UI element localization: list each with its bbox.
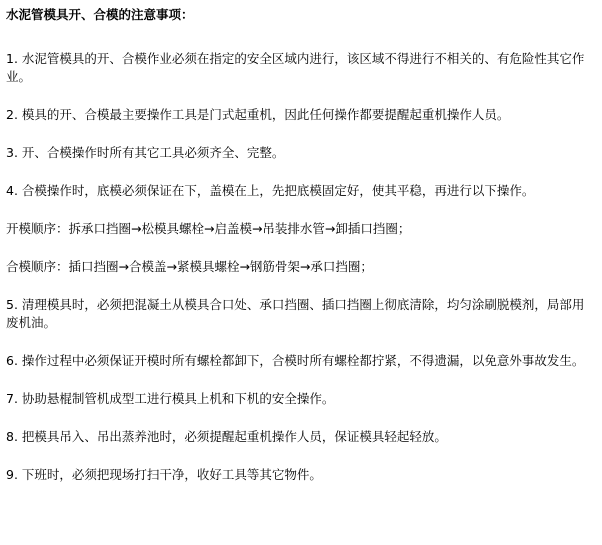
paragraph-3: 3. 开、合模操作时所有其它工具必须齐全、完整。	[6, 145, 285, 160]
spacer	[6, 446, 594, 466]
paragraph-6: 6. 操作过程中必须保证开模时所有螺栓都卸下，合模时所有螺栓都拧紧，不得遗漏，以免意外事故发生。	[6, 353, 585, 368]
paragraph-4: 4. 合模操作时，底模必须保证在下，盖模在上，先把底模固定好，使其平稳，再进行以下操作。	[6, 183, 535, 198]
spacer	[6, 370, 594, 390]
spacer	[6, 276, 594, 296]
paragraph-open-sequence: 开模顺序：拆承口挡圈→松模具螺栓→启盖模→吊装排水管→卸插口挡圈；	[6, 221, 411, 236]
spacer	[6, 162, 594, 182]
paragraph-7: 7. 协助悬棍制管机成型工进行模具上机和下机的安全操作。	[6, 391, 335, 406]
paragraph-2: 2. 模具的开、合模最主要操作工具是门式起重机，因此任何操作都要提醒起重机操作人员。	[6, 107, 510, 122]
spacer	[6, 332, 594, 352]
paragraph-9: 9. 下班时，必须把现场打扫干净，收好工具等其它物件。	[6, 467, 322, 482]
spacer	[6, 238, 594, 258]
spacer	[6, 408, 594, 428]
page-title: 水泥管模具开、合模的注意事项：	[6, 7, 194, 22]
spacer	[6, 86, 594, 106]
paragraph-1: 1. 水泥管模具的开、合模作业必须在指定的安全区域内进行，该区域不得进行不相关的、有危险性其它作业。	[6, 51, 585, 84]
spacer	[6, 124, 594, 144]
paragraph-5: 5. 清理模具时，必须把混凝土从模具合口处、承口挡圈、插口挡圈上彻底清除，均匀涂刷脱模剂，局部用废机油。	[6, 297, 585, 330]
paragraph-close-sequence: 合模顺序：插口挡圈→合模盖→紧模具螺栓→钢筋骨架→承口挡圈；	[6, 259, 373, 274]
spacer	[6, 30, 594, 50]
paragraph-8: 8. 把模具吊入、吊出蒸养池时，必须提醒起重机操作人员，保证模具轻起轻放。	[6, 429, 447, 444]
spacer	[6, 200, 594, 220]
